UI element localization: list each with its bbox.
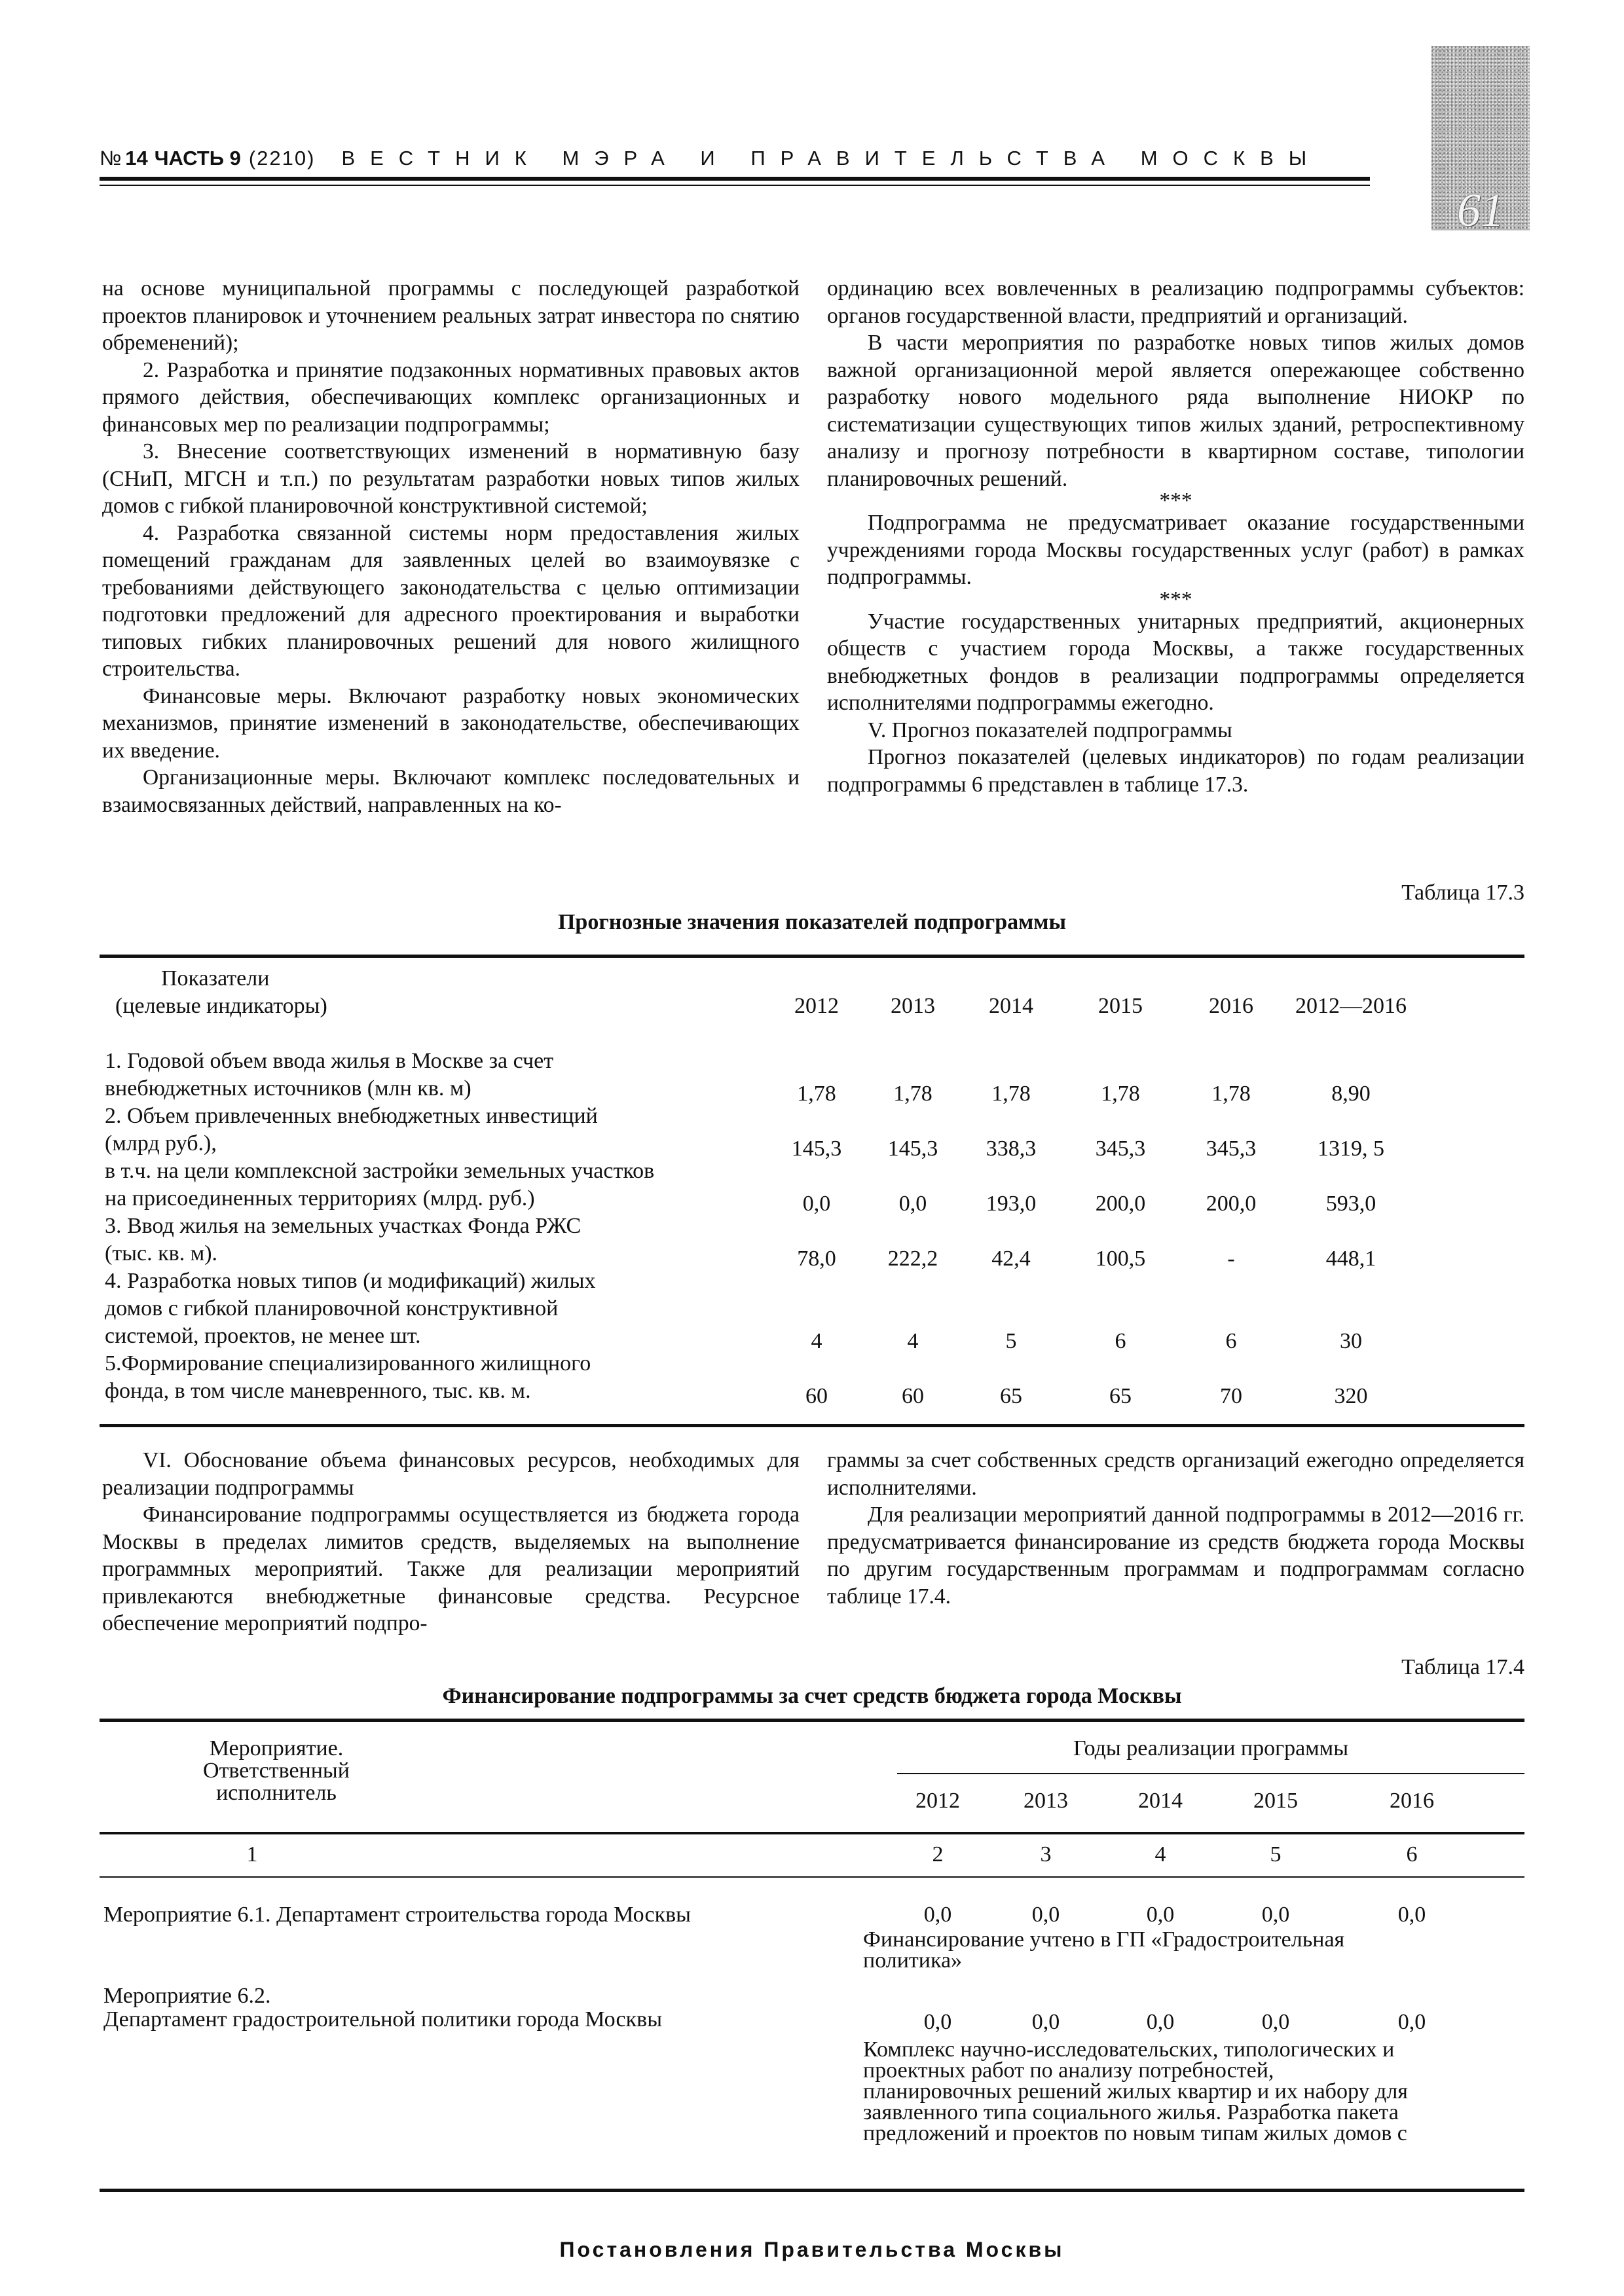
indicator-label: 5.Формирование специализированного жилищного bbox=[105, 1351, 591, 1376]
indicator-label: 2. Объем привлеченных внебюджетных инвестиций bbox=[105, 1104, 598, 1128]
indicator-value: 1319, 5 bbox=[1318, 1137, 1384, 1161]
financing-table bbox=[100, 1722, 1524, 2185]
note-line: проектных работ по анализу потребностей, bbox=[863, 2058, 1274, 2083]
indicator-value: 6 bbox=[1115, 1329, 1126, 1353]
table-row bbox=[100, 1324, 1524, 1351]
table-header-label: Показатели bbox=[161, 966, 270, 991]
column-number: 4 bbox=[1154, 1842, 1166, 1867]
indicator-label: 3. Ввод жилья на земельных участках Фонда РЖС bbox=[105, 1214, 581, 1238]
indicator-value: 338,3 bbox=[986, 1137, 1037, 1161]
header-divider bbox=[897, 1773, 1524, 1774]
note-line: Финансирование учтено в ГП «Градостроительная bbox=[863, 1927, 1345, 1952]
column-number: 6 bbox=[1406, 1842, 1418, 1867]
indicator-value: 448,1 bbox=[1325, 1247, 1376, 1271]
paragraph: ординацию всех вовлеченных в реализацию подпрограммы субъектов: органов государственной власти, предприятий и организаций. bbox=[827, 276, 1524, 328]
note-line: Комплекс научно-исследовательских, типологических и bbox=[863, 2037, 1395, 2062]
indicator-value: 1,78 bbox=[1211, 1082, 1251, 1106]
header-rule bbox=[100, 1832, 1524, 1834]
year-header: 2016 bbox=[1209, 994, 1253, 1018]
table-row bbox=[100, 1131, 1524, 1159]
indicator-label: системой, проектов, не менее шт. bbox=[105, 1324, 421, 1348]
paragraph: 2. Разработка и принятие подзаконных нормативных правовых актов прямого действия, обеспечивающих комплекс организационных и финансовых мер по реализации подпрограммы; bbox=[102, 357, 800, 437]
indicator-value: 6 bbox=[1225, 1329, 1237, 1353]
indicator-value: 1,78 bbox=[1101, 1082, 1140, 1106]
funding-value: 0,0 bbox=[1031, 1903, 1060, 1927]
paragraph: Подпрограмма не предусматривает оказание государственными учреждениями города Москвы государственных услуг (работ) в рамках подпрограммы. bbox=[827, 511, 1524, 589]
header-rule-thin bbox=[100, 185, 1370, 186]
indicator-value: 193,0 bbox=[986, 1192, 1037, 1216]
column-header-activity bbox=[100, 1736, 453, 1806]
indicator-value: 145,3 bbox=[887, 1137, 938, 1161]
column-header-years: Годы реализации программы bbox=[1073, 1736, 1349, 1760]
indicator-label: 1. Годовой объем ввода жилья в Москве за счет bbox=[105, 1049, 554, 1073]
indicator-value: - bbox=[1227, 1247, 1235, 1271]
paragraph: Финансирование подпрограммы осуществляется из бюджета города Москвы в пределах лимитов средств, выделяемых на выполнение программных мероприятий. Также для реализации мероприятий привлекаются внебюджетные финансовые средства. Ресурсное обеспечение мероприятий подпро- bbox=[102, 1503, 800, 1635]
activity-6-2-note bbox=[863, 2037, 1408, 2146]
indicator-value: 0,0 bbox=[802, 1192, 831, 1216]
indicator-value: 78,0 bbox=[797, 1247, 836, 1271]
name-line: Департамент градостроительной политики города Москвы bbox=[103, 2007, 663, 2032]
section-heading: VI. Обоснование объема финансовых ресурсов, необходимых для реализации подпрограммы bbox=[102, 1448, 800, 1500]
indicator-label: в т.ч. на цели комплексной застройки земельных участков bbox=[105, 1159, 655, 1183]
year-header: 2012—2016 bbox=[1295, 994, 1407, 1018]
text-column-top-right bbox=[827, 275, 1524, 798]
table-header bbox=[100, 962, 1524, 1021]
indicator-value: 200,0 bbox=[1206, 1192, 1257, 1216]
issue-serial: (2210) bbox=[248, 147, 316, 170]
table-row bbox=[100, 1159, 1524, 1186]
paragraph: граммы за счет собственных средств организаций ежегодно определяется исполнителями. bbox=[827, 1448, 1524, 1500]
paragraph: Участие государственных унитарных предприятий, акционерных обществ с участием города Москвы, а также государственных внебюджетных фондов в реализации подпрограммы определяется исполнителями подпрограммы ежегодно. bbox=[827, 609, 1524, 715]
indicator-value: 320 bbox=[1334, 1384, 1368, 1408]
text-column-top-left bbox=[102, 275, 800, 818]
year-header: 2012 bbox=[794, 994, 839, 1018]
indicator-value: 65 bbox=[1000, 1384, 1022, 1408]
indicator-value: 4 bbox=[811, 1329, 822, 1353]
indicator-value: 100,5 bbox=[1095, 1247, 1146, 1271]
indicator-label: фонда, в том числе маневренного, тыс. кв. м. bbox=[105, 1379, 531, 1403]
indicator-value: 8,90 bbox=[1331, 1082, 1371, 1106]
note-line: политика» bbox=[863, 1948, 963, 1973]
header-rule-thick bbox=[100, 177, 1370, 181]
issue-part: ЧАСТЬ 9 bbox=[154, 147, 241, 170]
table-body bbox=[100, 1049, 1524, 1406]
paragraph: Для реализации мероприятий данной подпрограммы в 2012—2016 гг. предусматривается финансирование из средств бюджета города Москвы по другим государственным программам и подпрограммам согласно таблице 17.4. bbox=[827, 1503, 1524, 1609]
year-header: 2014 bbox=[1138, 1789, 1183, 1813]
header-line: Ответственный bbox=[203, 1758, 350, 1783]
funding-value: 0,0 bbox=[1261, 2010, 1290, 2034]
indicator-value: 5 bbox=[1005, 1329, 1017, 1353]
indicator-value: 42,4 bbox=[991, 1247, 1031, 1271]
table-title: Финансирование подпрограммы за счет средств бюджета города Москвы bbox=[442, 1684, 1182, 1708]
table-rule-bottom bbox=[100, 2189, 1524, 2192]
table-title: Прогнозные значения показателей подпрограммы bbox=[557, 910, 1067, 934]
indicator-value: 65 bbox=[1109, 1384, 1132, 1408]
page-number-badge bbox=[1431, 46, 1530, 236]
indicator-label: домов с гибкой планировочной конструктивной bbox=[105, 1296, 559, 1321]
year-header: 2015 bbox=[1098, 994, 1143, 1018]
activity-6-2-name bbox=[103, 1984, 662, 2032]
header-line: Мероприятие. bbox=[209, 1736, 344, 1760]
paragraph: 3. Внесение соответствующих изменений в нормативную базу (СНиП, МГСН и т.п.) по результатам разработки новых типов жилых домов с гибкой планировочной конструктивной системой; bbox=[102, 439, 800, 518]
year-header: 2013 bbox=[891, 994, 935, 1018]
indicator-value: 4 bbox=[907, 1329, 919, 1353]
year-header: 2014 bbox=[989, 994, 1033, 1018]
column-number: 5 bbox=[1270, 1842, 1282, 1867]
activity-6-1-name: Мероприятие 6.1. Департамент строительства города Москвы bbox=[103, 1903, 691, 1927]
table-header-label: (целевые индикаторы) bbox=[115, 994, 327, 1018]
indicator-value: 0,0 bbox=[898, 1192, 927, 1216]
table-row bbox=[100, 1379, 1524, 1406]
indicator-value: 345,3 bbox=[1095, 1137, 1146, 1161]
indicator-value: 1,78 bbox=[991, 1082, 1031, 1106]
table-row bbox=[100, 1351, 1524, 1379]
table-rule-bottom bbox=[100, 1424, 1524, 1427]
note-line: заявленного типа социального жилья. Разработка пакета bbox=[863, 2100, 1399, 2124]
paragraph: В части мероприятия по разработке новых типов жилых домов важной организационной мерой является опережающее собственно разработку нового модельного ряда выполнение НИОКР по систематизации существующих типов жилых зданий, ретроспективному анализу и прогнозу потребности в квартирном составе, типологии планировочных решений. bbox=[827, 331, 1524, 491]
column-number: 2 bbox=[932, 1842, 944, 1867]
column-number: 3 bbox=[1040, 1842, 1052, 1867]
note-line: предложений и проектов по новым типам жилых домов с bbox=[863, 2121, 1407, 2145]
indicator-value: 593,0 bbox=[1325, 1192, 1376, 1216]
funding-value: 0,0 bbox=[1261, 1903, 1290, 1927]
indicator-label: (тыс. кв. м). bbox=[105, 1241, 218, 1266]
paragraph: на основе муниципальной программы с последующей разработкой проектов планировок и уточнением реальных затрат инвестора по снятию обременений); bbox=[102, 276, 800, 355]
text-column-bottom-right bbox=[827, 1447, 1524, 1610]
indicator-value: 222,2 bbox=[887, 1247, 938, 1271]
paragraph: Организационные меры. Включают комплекс последовательных и взаимосвязанных действий, направленных на ко- bbox=[102, 765, 800, 817]
funding-value: 0,0 bbox=[1146, 1903, 1175, 1927]
column-number: 1 bbox=[246, 1842, 258, 1867]
journal-title: ВЕСТНИК МЭРА И ПРАВИТЕЛЬСТВА МОСКВЫ bbox=[341, 147, 1322, 170]
section-separator: *** bbox=[1159, 488, 1192, 513]
funding-value: 0,0 bbox=[923, 1903, 952, 1927]
name-line: Мероприятие 6.2. bbox=[103, 1984, 271, 2008]
indicators-table bbox=[100, 962, 1524, 1408]
indicator-value: 30 bbox=[1340, 1329, 1362, 1353]
table-rule-top bbox=[100, 955, 1524, 958]
column-numbers-rule bbox=[100, 1876, 1524, 1878]
table-row bbox=[100, 1296, 1524, 1324]
table-row bbox=[100, 1269, 1524, 1296]
issue-number-sign: № bbox=[100, 147, 122, 170]
issue-number: 14 bbox=[125, 147, 148, 170]
table-row bbox=[100, 1214, 1524, 1241]
table-label: Таблица 17.4 bbox=[1401, 1655, 1524, 1679]
indicator-value: 60 bbox=[902, 1384, 924, 1408]
indicator-value: 60 bbox=[805, 1384, 828, 1408]
funding-value: 0,0 bbox=[1397, 2010, 1426, 2034]
funding-value: 0,0 bbox=[923, 2010, 952, 2034]
page-footer: Постановления Правительства Москвы bbox=[559, 2238, 1065, 2261]
year-header: 2015 bbox=[1253, 1789, 1298, 1813]
table-row bbox=[100, 1049, 1524, 1076]
year-header: 2012 bbox=[915, 1789, 960, 1813]
indicator-value: 345,3 bbox=[1206, 1137, 1257, 1161]
indicator-value: 1,78 bbox=[797, 1082, 836, 1106]
indicator-label: на присоединенных территориях (млрд. руб.) bbox=[105, 1186, 535, 1211]
table-row bbox=[100, 1241, 1524, 1269]
table-label: Таблица 17.3 bbox=[1401, 881, 1524, 905]
paragraph: Прогноз показателей (целевых индикаторов) по годам реализации подпрограммы 6 представлен в таблице 17.3. bbox=[827, 745, 1524, 797]
indicator-label: внебюджетных источников (млн кв. м) bbox=[105, 1076, 471, 1101]
section-heading: V. Прогноз показателей подпрограммы bbox=[868, 718, 1232, 742]
paragraph: Финансовые меры. Включают разработку новых экономических механизмов, принятие изменений в законодательстве, обеспечивающих их введение. bbox=[102, 683, 800, 763]
note-line: планировочных решений жилых квартир и их набору для bbox=[863, 2079, 1408, 2104]
funding-value: 0,0 bbox=[1146, 2010, 1175, 2034]
running-header bbox=[100, 147, 1321, 170]
section-separator: *** bbox=[1159, 587, 1192, 611]
activity-6-1-note bbox=[863, 1927, 1344, 1973]
year-header: 2016 bbox=[1390, 1789, 1434, 1813]
indicator-value: 1,78 bbox=[893, 1082, 932, 1106]
funding-value: 0,0 bbox=[1031, 2010, 1060, 2034]
table-row bbox=[100, 1186, 1524, 1214]
year-header: 2013 bbox=[1024, 1789, 1068, 1813]
indicator-value: 145,3 bbox=[791, 1137, 842, 1161]
header-line: исполнитель bbox=[216, 1781, 337, 1805]
text-column-bottom-left bbox=[102, 1447, 800, 1637]
indicator-value: 200,0 bbox=[1095, 1192, 1146, 1216]
paragraph: 4. Разработка связанной системы норм предоставления жилых помещений гражданам для заявленных целей во взаимоувязке с требованиями действующего законодательства с целью оптимизации подготовки предложений для адресного проектирования и выработки типовых гибких планировочных решений для нового жилищного строительства. bbox=[102, 520, 800, 681]
indicator-value: 70 bbox=[1220, 1384, 1242, 1408]
table-row bbox=[100, 1104, 1524, 1131]
table-row bbox=[100, 1076, 1524, 1104]
indicator-label: 4. Разработка новых типов (и модификаций) жилых bbox=[105, 1269, 596, 1293]
indicator-label: (млрд руб.), bbox=[105, 1131, 217, 1156]
page-number: 61 bbox=[1457, 184, 1504, 236]
funding-value: 0,0 bbox=[1397, 1903, 1426, 1927]
